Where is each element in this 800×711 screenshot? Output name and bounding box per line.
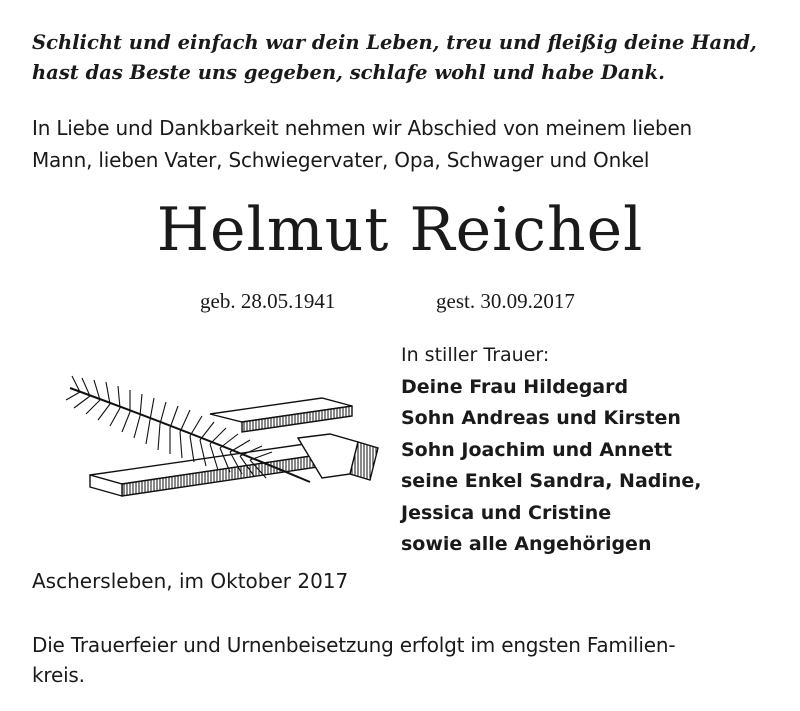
mourner-names (401, 372, 791, 561)
mourner-item: seine Enkel Sandra, Nadine, (401, 470, 702, 492)
motto-line-2: hast das Beste uns gegeben, schlafe wohl und habe Dank. (32, 61, 665, 84)
place-date: Aschersleben, im Oktober 2017 (32, 569, 349, 593)
mourners-list (401, 340, 791, 561)
intro-line-1: In Liebe und Dankbarkeit nehmen wir Abschied von meinem lieben (32, 116, 693, 140)
mourning-lead: In stiller Trauer: (401, 344, 550, 366)
motto-verse (32, 28, 782, 88)
motto-line-1: Schlicht und einfach war dein Leben, treu und fleißig deine Hand, (32, 31, 757, 54)
deceased-name: Helmut Reichel (156, 195, 644, 265)
mourner-item: sowie alle Angehörigen (401, 533, 652, 555)
mourner-item: Sohn Andreas und Kirsten (401, 407, 681, 429)
funeral-info (32, 630, 782, 690)
birth-date: geb. 28.05.1941 (200, 289, 336, 313)
funeral-line-1: Die Trauerfeier und Urnenbeisetzung erfolgt im engsten Familien- (32, 633, 676, 657)
mourner-item: Sohn Joachim und Annett (401, 438, 673, 461)
cross-with-palm-frond-icon (60, 370, 390, 510)
mourner-item: Jessica und Cristine (401, 501, 612, 524)
death-date: gest. 30.09.2017 (436, 289, 575, 313)
mourner-item: Deine Frau Hildegard (401, 375, 629, 398)
intro-text (32, 112, 782, 176)
funeral-line-2: kreis. (32, 663, 85, 687)
intro-line-2: Mann, lieben Vater, Schwiegervater, Opa, Schwager und Onkel (32, 148, 650, 172)
